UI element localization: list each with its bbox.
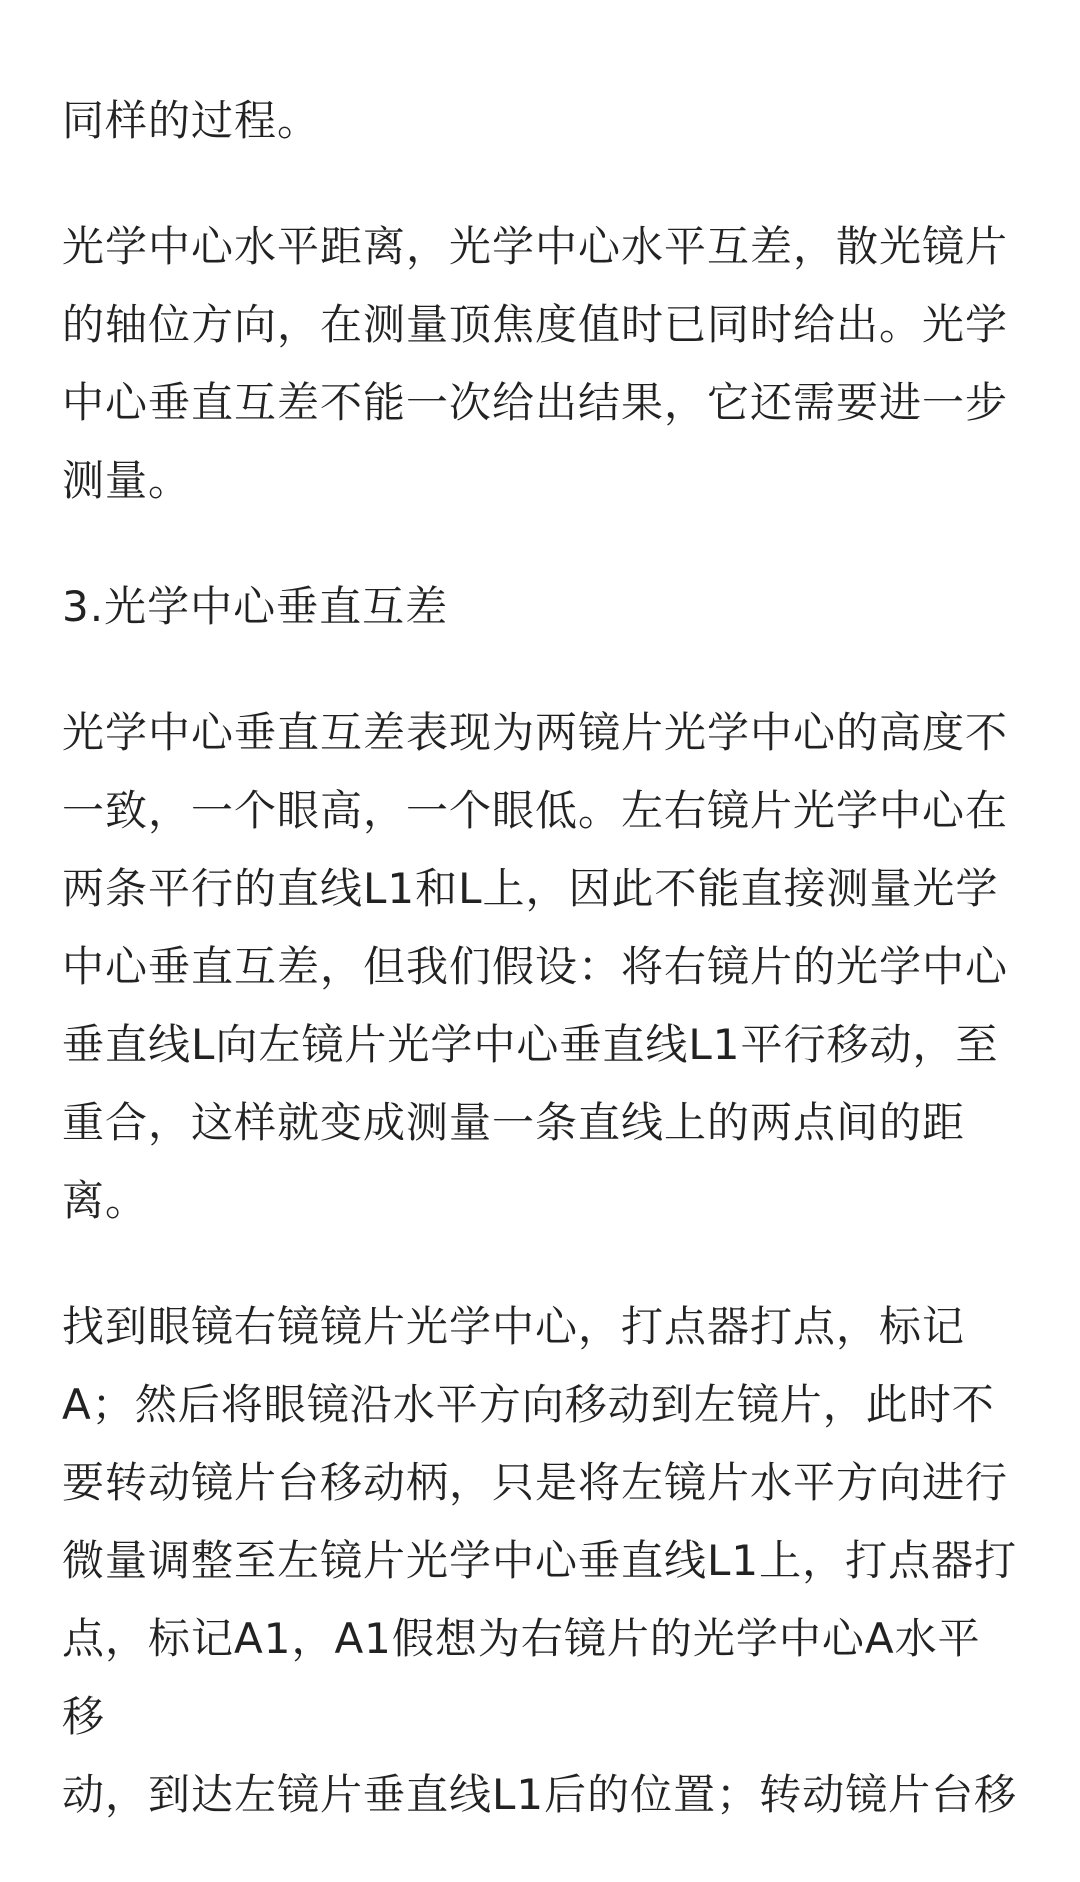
article-body — [62, 82, 1022, 1882]
paragraph-vertical-difference: 光学中心垂直互差表现为两镜片光学中心的高度不 一致，一个眼高，一个眼低。左右镜片光学中心在 两条平行的直线L1和L上，因此不能直接测量光学 中心垂直互差，但我们假设：将右镜片的光学中心 垂直线L向左镜片光学中心垂直线L1平行移动，至 重合，这样就变成测量一条直线上的两点间的距 离。 — [62, 708, 1009, 1225]
paragraph-intro-tail: 同样的过程。 — [62, 96, 321, 145]
paragraph-procedure: 找到眼镜右镜镜片光学中心，打点器打点，标记 A；然后将眼镜沿水平方向移动到左镜片，此时不 要转动镜片台移动柄，只是将左镜片水平方向进行 微量调整至左镜片光学中心垂直线L1上，打点器打 点，标记A1，A1假想为右镜片的光学中心A水平移 动，到达左镜片垂直线L1后的位置；转动镜片台移 — [62, 1302, 1018, 1819]
paragraph-horizontal-measurement: 光学中心水平距离，光学中心水平互差，散光镜片 的轴位方向，在测量顶焦度值时已同时给出。光学 中心垂直互差不能一次给出结果，它还需要进一步 测量。 — [62, 222, 1009, 505]
section-heading: 3.光学中心垂直互差 — [62, 582, 449, 631]
